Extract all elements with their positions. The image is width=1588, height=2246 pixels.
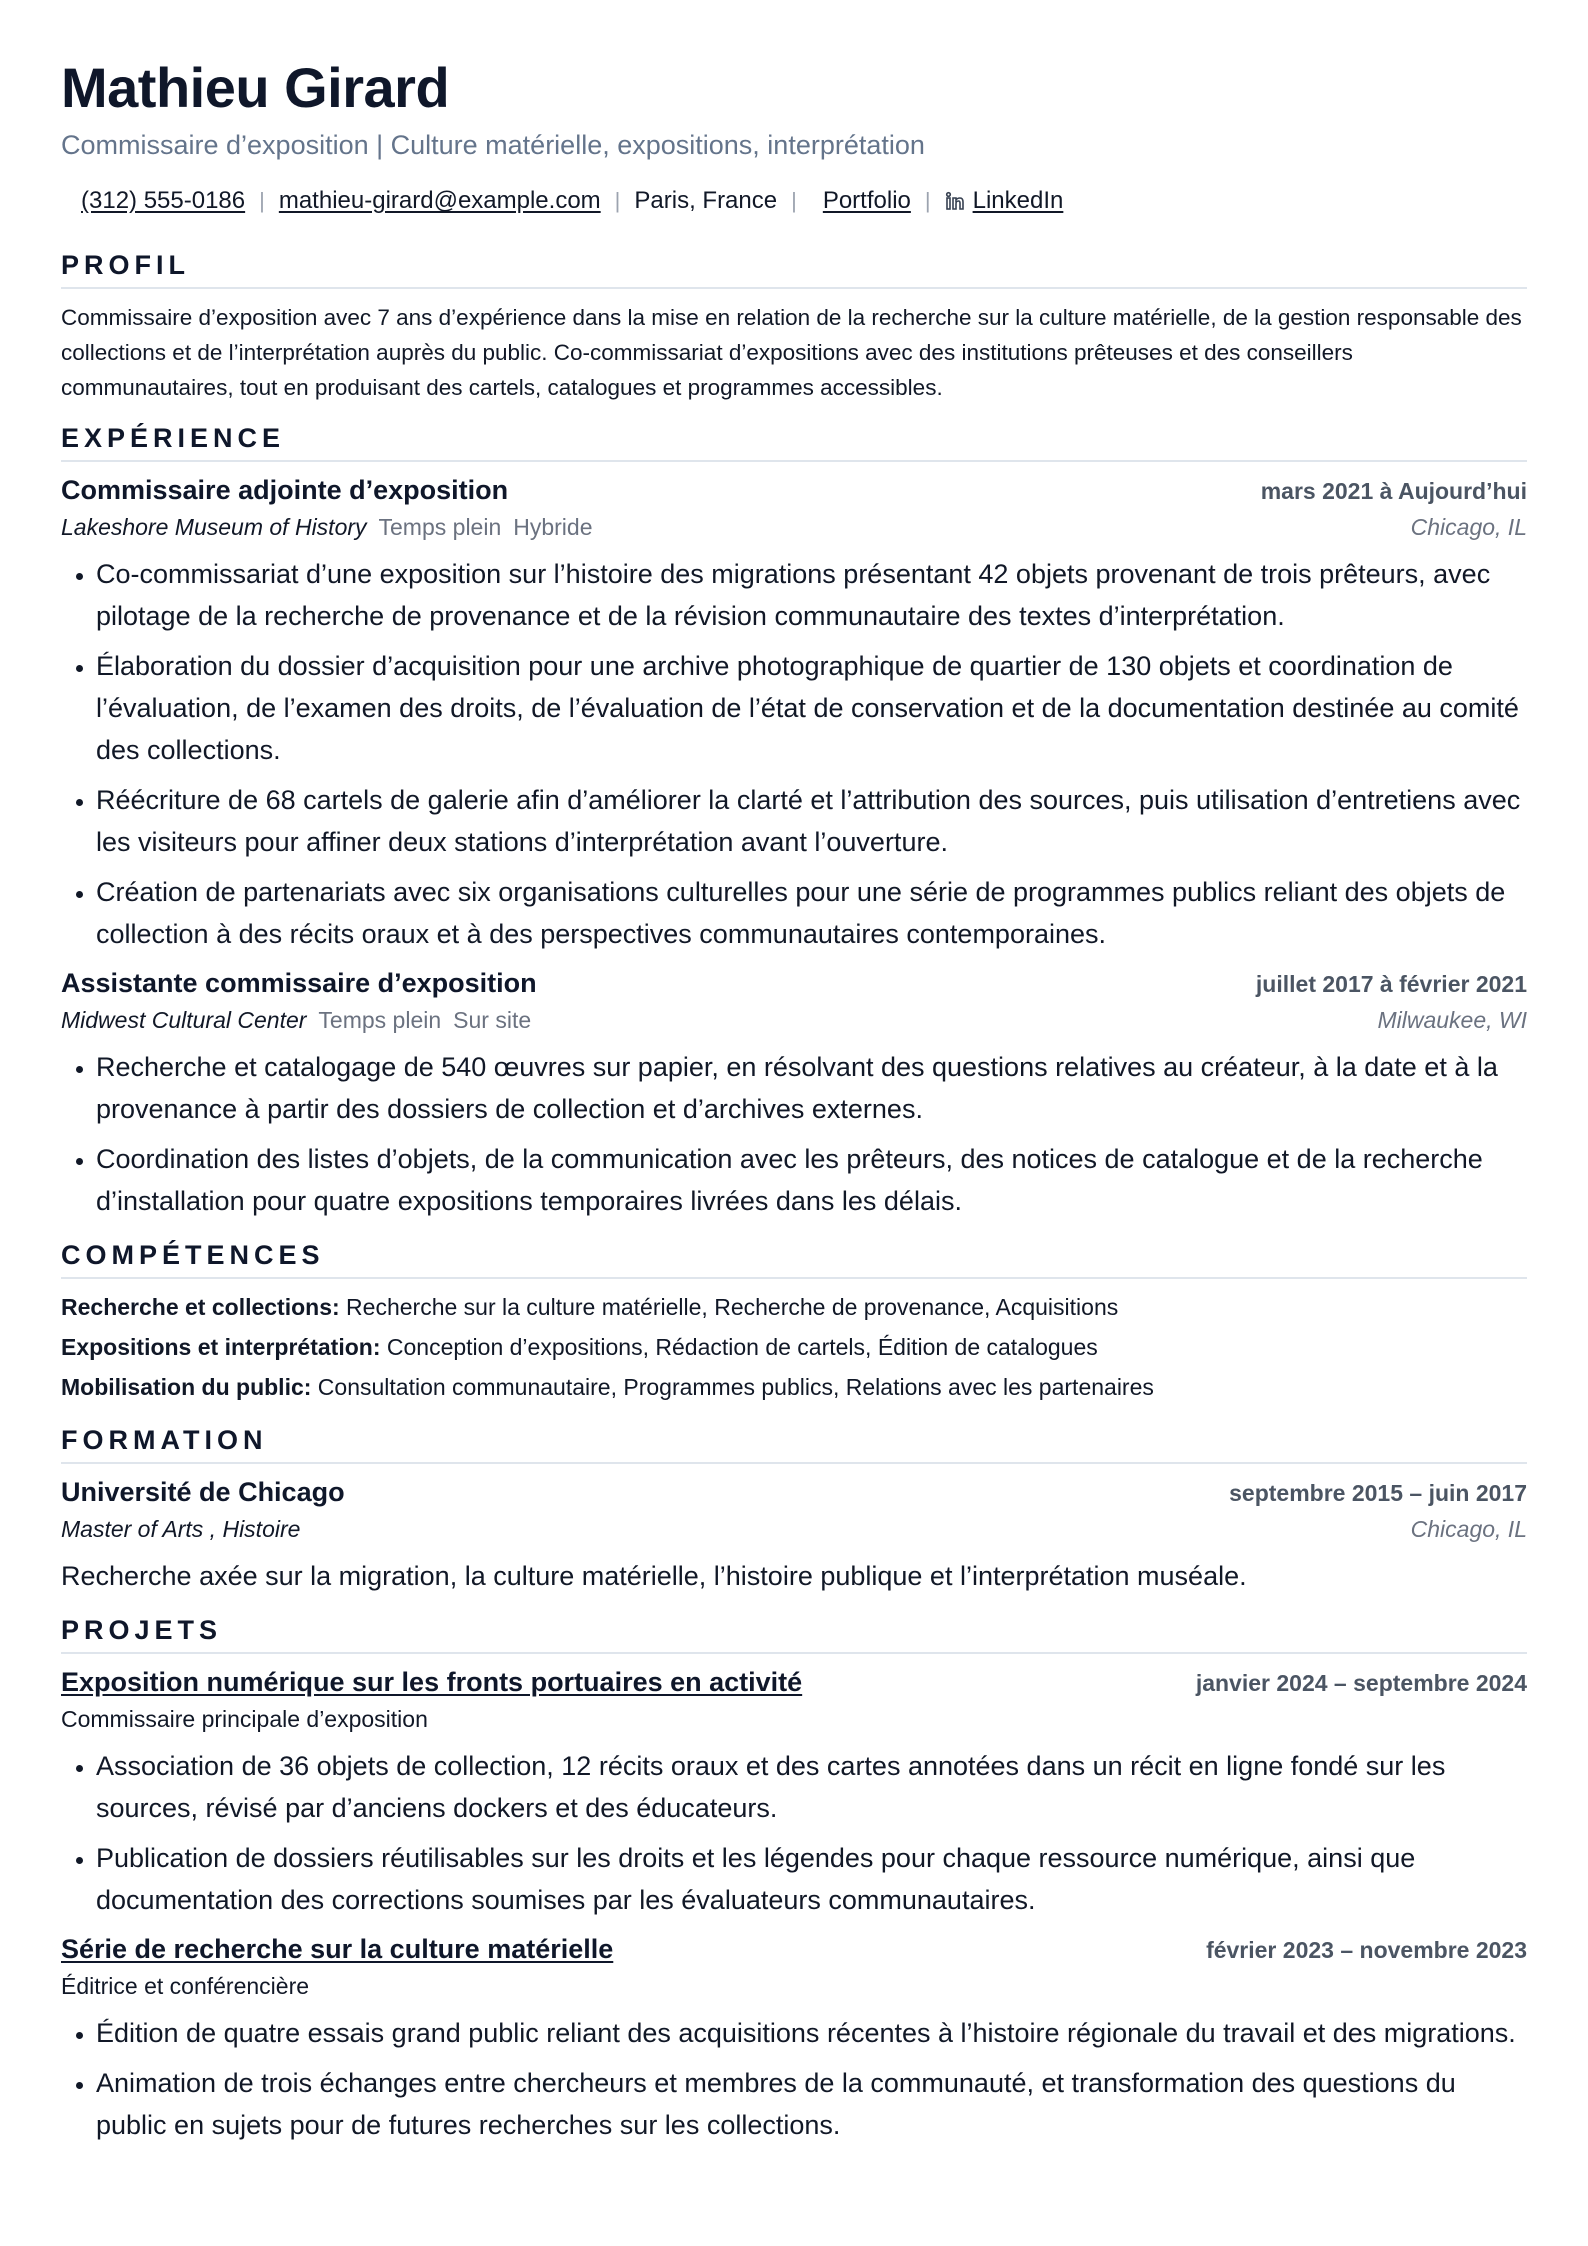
job-role: Assistante commissaire d’exposition xyxy=(61,968,537,998)
education-description: Recherche axée sur la migration, la culture matérielle, l’histoire publique et l’interprétation muséale. xyxy=(61,1561,1247,1591)
bullet-item: • Édition de quatre essais grand public reliant des acquisitions récentes à l’histoire régionale du travail et des migrations. xyxy=(96,2012,1527,2054)
project-role: Commissaire principale d’exposition xyxy=(61,1706,428,1732)
contact-separator: | xyxy=(614,188,621,213)
section-title-skills: COMPÉTENCES xyxy=(61,1238,1527,1279)
bullet-item: • Élaboration du dossier d’acquisition pour une archive photographique de quartier de 130 objets et coordination de l’évaluation, de l’examen des droits, de l’évaluation de l’état de conservation et de la documentation destinée au comité des collections. xyxy=(96,645,1527,771)
skill-row xyxy=(61,1287,1527,1327)
experience-entry xyxy=(61,965,1527,1222)
bullet-item: • Coordination des listes d’objets, de la communication avec les prêteurs, des notices de catalogue et de la recherche d’installation pour quatre expositions temporaires livrées dans les délais. xyxy=(96,1138,1527,1222)
skill-row xyxy=(61,1327,1527,1367)
school-name: Université de Chicago xyxy=(61,1477,345,1507)
skill-values: Recherche sur la culture matérielle, Recherche de provenance, Acquisitions xyxy=(339,1294,1119,1320)
job-location: Chicago, IL xyxy=(1410,514,1527,540)
project-bullets xyxy=(61,1745,1527,1921)
employment-type-tag: Temps plein xyxy=(318,1007,442,1033)
skills-section xyxy=(61,1238,1527,1407)
contact-separator: | xyxy=(791,188,797,213)
resume-header xyxy=(61,56,1527,218)
email-link[interactable]: mathieu-girard@example.com xyxy=(278,187,601,214)
experience-section xyxy=(61,421,1527,1222)
candidate-headline: Commissaire d’exposition | Culture matérielle, expositions, interprétation xyxy=(61,130,925,160)
job-location: Milwaukee, WI xyxy=(1377,1007,1527,1033)
education-dates: septembre 2015 – juin 2017 xyxy=(1229,1480,1527,1506)
section-title-profile: PROFIL xyxy=(61,248,1527,289)
project-role: Éditrice et conférencière xyxy=(61,1973,310,1999)
work-mode-tag: Sur site xyxy=(453,1007,532,1033)
project-entry xyxy=(61,1664,1527,1921)
job-organization: Midwest Cultural Center xyxy=(61,1007,307,1033)
degree: Master of Arts , Histoire xyxy=(61,1516,301,1542)
profile-section xyxy=(61,248,1527,405)
project-entry xyxy=(61,1931,1527,2146)
bullet-item: • Réécriture de 68 cartels de galerie afin d’améliorer la clarté et l’attribution des sources, puis utilisation d’entretiens avec les visiteurs pour affiner deux stations d’interprétation avant l’ouverture. xyxy=(96,779,1527,863)
portfolio-link[interactable]: Portfolio xyxy=(822,187,911,214)
project-title-link[interactable]: Série de recherche sur la culture matérielle xyxy=(61,1934,614,1964)
contact-separator: | xyxy=(259,188,265,213)
projects-section xyxy=(61,1613,1527,2146)
employment-type-tag: Temps plein xyxy=(378,514,502,540)
section-title-experience: EXPÉRIENCE xyxy=(61,421,1527,462)
work-mode-tag: Hybride xyxy=(513,514,593,540)
bullet-item: • Publication de dossiers réutilisables sur les droits et les légendes pour chaque ressource numérique, ainsi que documentation des corrections soumises par les évaluateurs communautaires. xyxy=(96,1837,1527,1921)
linkedin-link-wrapper[interactable] xyxy=(945,187,1064,215)
contact-separator: | xyxy=(924,188,931,213)
bullet-item: • Animation de trois échanges entre chercheurs et membres de la communauté, et transformation des questions du public en sujets pour de futures recherches sur les collections. xyxy=(96,2062,1527,2146)
education-location: Chicago, IL xyxy=(1410,1516,1527,1542)
skills-list xyxy=(61,1287,1527,1407)
job-role: Commissaire adjointe d’exposition xyxy=(61,475,509,505)
project-dates: janvier 2024 – septembre 2024 xyxy=(1195,1670,1527,1696)
education-entry xyxy=(61,1474,1527,1597)
linkedin-icon xyxy=(945,191,965,211)
contact-bar xyxy=(81,184,1527,218)
location-text: Paris, France xyxy=(634,187,778,214)
skill-category: Recherche et collections: xyxy=(61,1294,340,1320)
job-bullets xyxy=(61,1046,1527,1222)
linkedin-link[interactable]: LinkedIn xyxy=(972,187,1064,214)
job-bullets xyxy=(61,553,1527,955)
bullet-item: • Association de 36 objets de collection, 12 récits oraux et des cartes annotées dans un récit en ligne fondé sur les sources, révisé par d’anciens dockers et des éducateurs. xyxy=(96,1745,1527,1829)
section-title-projects: PROJETS xyxy=(61,1613,1527,1654)
profile-summary: Commissaire d’exposition avec 7 ans d’expérience dans la mise en relation de la recherche sur la culture matérielle, de la gestion responsable des collections et de l’interprétation auprès du public. Co-commissariat d’expositions avec des institutions prêteuses et des conseillers communautaires, tout en produisant des cartels, catalogues et programmes accessibles. xyxy=(61,305,1522,400)
skill-values: Conception d’expositions, Rédaction de cartels, Édition de catalogues xyxy=(380,1334,1098,1360)
job-dates: mars 2021 à Aujourd’hui xyxy=(1260,478,1527,504)
project-bullets xyxy=(61,2012,1527,2146)
candidate-name: Mathieu Girard xyxy=(61,56,450,119)
job-dates: juillet 2017 à février 2021 xyxy=(1255,971,1527,997)
bullet-item: • Recherche et catalogage de 540 œuvres sur papier, en résolvant des questions relatives au créateur, à la date et à la provenance à partir des dossiers de collection et d’archives externes. xyxy=(96,1046,1527,1130)
project-dates: février 2023 – novembre 2023 xyxy=(1206,1937,1527,1963)
skill-category: Expositions et interprétation: xyxy=(61,1334,381,1360)
education-section xyxy=(61,1423,1527,1597)
bullet-item: • Co-commissariat d’une exposition sur l’histoire des migrations présentant 42 objets provenant de trois prêteurs, avec pilotage de la recherche de provenance et de la révision communautaire des textes d’interprétation. xyxy=(96,553,1527,637)
bullet-item: • Création de partenariats avec six organisations culturelles pour une série de programmes publics reliant des objets de collection à des récits oraux et à des perspectives communautaires contemporaines. xyxy=(96,871,1527,955)
skill-category: Mobilisation du public: xyxy=(61,1374,312,1400)
experience-entry xyxy=(61,472,1527,955)
project-title-link[interactable]: Exposition numérique sur les fronts portuaires en activité xyxy=(61,1667,803,1697)
job-organization: Lakeshore Museum of History xyxy=(61,514,367,540)
skill-values: Consultation communautaire, Programmes publics, Relations avec les partenaires xyxy=(311,1374,1154,1400)
phone-link[interactable]: (312) 555-0186 xyxy=(81,187,246,214)
section-title-education: FORMATION xyxy=(61,1423,1527,1464)
skill-row xyxy=(61,1367,1527,1407)
